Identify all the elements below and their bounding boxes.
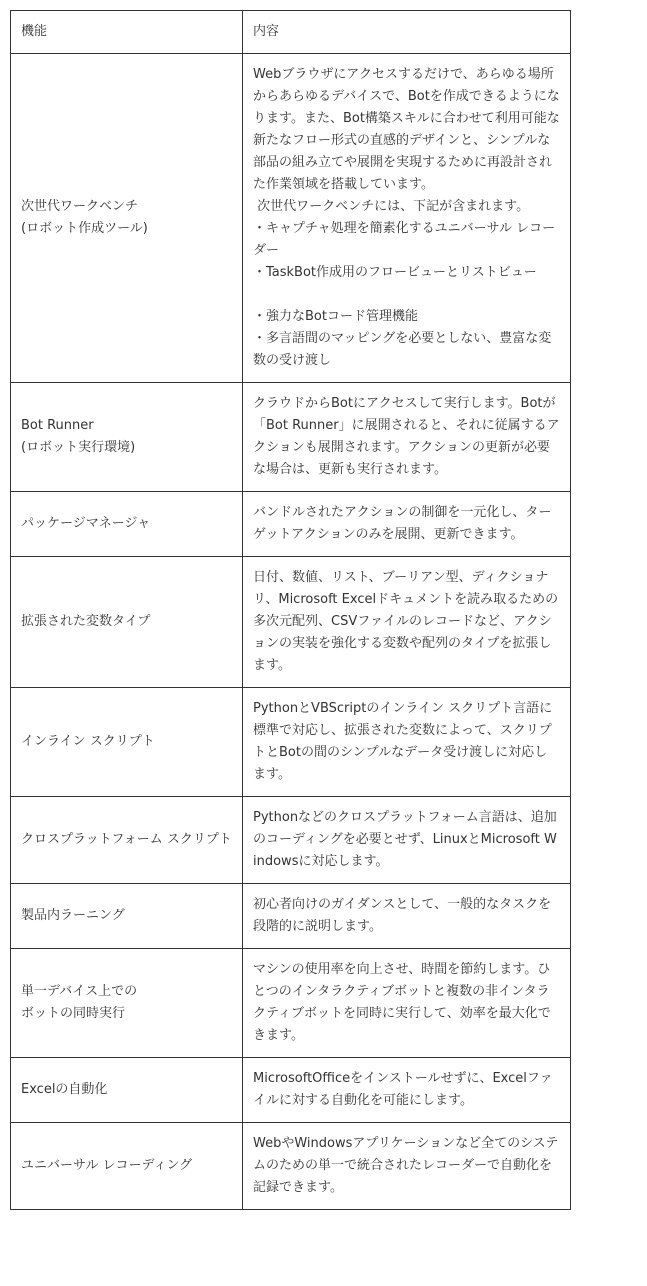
content-cell: Webブラウザにアクセスするだけで、あらゆる場所からあらゆるデバイスで、Botを作成できるようになります。また、Bot構築スキルに合わせて利用可能な新たなフロー形式の直感的デザインと、シンプルな部品の組み立てや展開を実現するために再設計された作業領域を搭載しています。 次世代ワークベンチには、下記が含まれます。 ・キャプチャ処理を簡素化するユニバーサル レコーダー ・TaskBot作成用のフロービューとリストビュー ・強力なBotコード管理機能 ・多言語間のマッピングを必要としない、豊富な変数の受け渡し [243, 54, 571, 383]
table-row [11, 557, 571, 688]
table-row [11, 797, 571, 884]
feature-cell: ユニバーサル レコーディング [11, 1123, 243, 1210]
feature-cell: 単一デバイス上での ボットの同時実行 [11, 949, 243, 1058]
content-cell: 初心者向けのガイダンスとして、一般的なタスクを段階的に説明します。 [243, 884, 571, 949]
content-cell: クラウドからBotにアクセスして実行します。Botが「Bot Runner」に展開されると、それに従属するアクションも展開されます。アクションの更新が必要な場合は、更新も実行されます。 [243, 383, 571, 492]
feature-cell: 次世代ワークベンチ (ロボット作成ツール) [11, 54, 243, 383]
content-cell: PythonとVBScriptのインライン スクリプト言語に標準で対応し、拡張された変数によって、スクリプトとBotの間のシンプルなデータ受け渡しに対応します。 [243, 688, 571, 797]
table-row [11, 1058, 571, 1123]
header-feature: 機能 [11, 11, 243, 54]
content-cell: MicrosoftOfficeをインストールせずに、Excelファイルに対する自動化を可能にします。 [243, 1058, 571, 1123]
content-cell: WebやWindowsアプリケーションなど全てのシステムのための単一で統合されたレコーダーで自動化を記録できます。 [243, 1123, 571, 1210]
table-row [11, 54, 571, 383]
table-row [11, 949, 571, 1058]
table-row [11, 1123, 571, 1210]
feature-cell: Bot Runner (ロボット実行環境) [11, 383, 243, 492]
feature-cell: 拡張された変数タイプ [11, 557, 243, 688]
content-cell: バンドルされたアクションの制御を一元化し、ターゲットアクションのみを展開、更新できます。 [243, 492, 571, 557]
feature-table [10, 10, 571, 1210]
feature-cell: 製品内ラーニング [11, 884, 243, 949]
content-cell: 日付、数値、リスト、ブーリアン型、ディクショナリ、Microsoft Excelドキュメントを読み取るための多次元配列、CSVファイルのレコードなど、アクションの実装を強化する変数や配列のタイプを拡張します。 [243, 557, 571, 688]
content-cell: マシンの使用率を向上させ、時間を節約します。ひとつのインタラクティブボットと複数の非インタラクティブボットを同時に実行して、効率を最大化できます。 [243, 949, 571, 1058]
table-header [11, 11, 571, 54]
feature-cell: クロスプラットフォーム スクリプト [11, 797, 243, 884]
table-row [11, 383, 571, 492]
content-cell: Pythonなどのクロスプラットフォーム言語は、追加のコーディングを必要とせず、LinuxとMicrosoft Windowsに対応します。 [243, 797, 571, 884]
feature-cell: インライン スクリプト [11, 688, 243, 797]
header-row [11, 11, 571, 54]
table-row [11, 884, 571, 949]
feature-cell: パッケージマネージャ [11, 492, 243, 557]
table-row [11, 492, 571, 557]
table-body [11, 54, 571, 1210]
table-row [11, 688, 571, 797]
feature-cell: Excelの自動化 [11, 1058, 243, 1123]
header-content: 内容 [243, 11, 571, 54]
